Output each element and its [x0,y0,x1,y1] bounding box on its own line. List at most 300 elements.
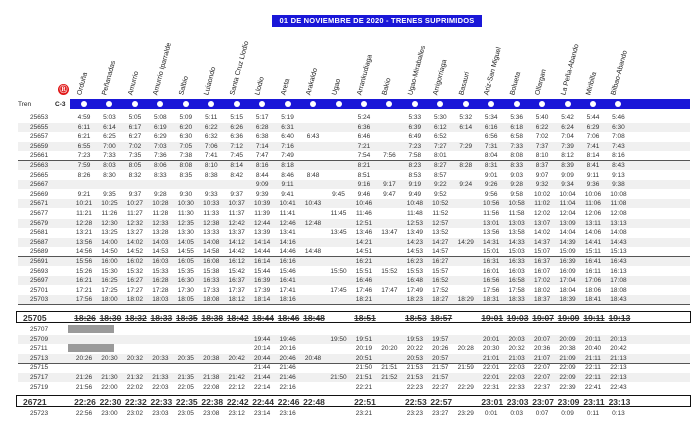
time-cell: 6:20 [179,123,193,131]
time-cell: 12:33 [152,219,169,227]
time-cell: 21:51 [355,374,373,381]
time-cell: 0:01 [484,410,498,417]
station-name: Amurrio [127,70,141,96]
time-cell: 15:03 [508,248,525,256]
time-cell: 10:43 [304,200,322,208]
train-number: 25707 [30,326,49,333]
time-cell: 11:39 [254,210,271,217]
time-cell: 9:28 [510,181,523,189]
time-cell: 16:08 [203,258,220,265]
time-cell: 14:04 [559,229,576,237]
time-cell: 6:36 [357,123,371,131]
time-cell: 6:22 [535,123,549,131]
time-cell: 18:29 [457,296,474,304]
time-cell: 21:50 [355,364,373,372]
time-cell: 14:46 [279,248,296,256]
time-cell: 21:52 [381,374,398,381]
time-cell: 11:48 [406,210,423,217]
time-cell: 13:49 [406,229,423,237]
time-cell: 6:56 [484,133,498,141]
time-cell: 7:47 [255,152,269,160]
time-cell: 18:53 [404,313,427,323]
time-cell: 14:02 [126,238,144,246]
time-cell: 22:09 [559,374,576,381]
time-cell: 16:21 [75,277,93,285]
time-cell: 13:28 [152,229,169,237]
time-cell: 13:56 [75,238,93,246]
time-cell: 11:27 [126,210,143,217]
time-cell: 22:41 [584,383,602,391]
time-cell: 19:03 [506,313,529,323]
time-cell: 11:45 [330,210,347,217]
time-cell: 12:57 [432,219,449,227]
time-cell: 18:14 [254,296,271,304]
table-row [18,295,690,304]
time-cell: 5:32 [459,114,473,121]
time-cell: 5:03 [103,114,116,121]
time-cell: 11:26 [101,210,118,217]
time-cell: 5:05 [128,114,142,121]
time-cell: 20:26 [432,345,449,353]
time-cell: 6:30 [179,133,193,141]
time-cell: 8:28 [459,162,473,169]
time-cell: 16:14 [254,258,271,265]
time-cell: 22:42 [226,397,249,407]
time-cell: 8:10 [535,152,549,160]
time-cell: 0:07 [535,410,549,417]
time-cell: 21:46 [279,364,296,372]
time-cell: 5:17 [255,114,269,121]
time-cell: 8:18 [281,162,294,169]
table-row [18,325,690,334]
time-cell: 22:00 [101,383,118,391]
time-cell: 22:01 [483,364,500,372]
time-cell: 11:41 [279,210,296,217]
train-number: 25715 [30,364,49,372]
time-cell: 21:13 [610,354,627,362]
time-cell: 7:43 [612,142,625,150]
station-name: Llodio [254,76,266,96]
stop-dot [590,101,596,107]
time-cell: 14:08 [610,229,627,237]
time-cell: 17:41 [279,286,296,294]
time-cell: 15:52 [381,267,398,275]
time-cell: 18:23 [406,296,423,304]
stop-dot [183,101,189,107]
time-cell: 23:14 [254,410,271,417]
time-cell: 6:27 [128,133,142,141]
time-cell: 12:30 [101,219,118,227]
time-cell: 21:07 [533,354,551,362]
time-cell: 19:07 [532,313,554,323]
time-cell: 18:42 [226,313,249,323]
time-cell: 22:07 [533,364,551,372]
time-cell: 14:03 [152,238,169,246]
time-cell: 13:03 [508,219,525,227]
time-cell: 6:31 [281,123,294,131]
time-cell: 18:02 [126,296,144,304]
train-number: 25667 [30,181,49,189]
time-cell: 20:01 [483,335,500,343]
time-cell: 16:13 [610,267,627,275]
page-title: 01 DE NOVIEMBRE DE 2020 - TRENES SUPRIMIDOS [272,15,482,27]
time-cell: 23:00 [101,410,118,417]
table-row [18,247,690,256]
time-cell: 21:38 [203,374,220,381]
time-cell: 18:30 [99,313,122,323]
time-cell: 6:49 [408,133,422,141]
time-cell: 9:58 [510,190,523,198]
time-cell: 7:04 [561,133,574,141]
time-cell: 7:39 [561,142,574,150]
shaded-block [68,325,114,333]
table-row [18,171,690,180]
table-row [18,257,690,266]
time-cell: 11:04 [559,200,576,208]
time-cell: 18:12 [228,296,245,304]
train-number: 25717 [30,374,49,381]
station-name: Ugao [330,78,342,96]
time-cell: 16:31 [483,258,500,265]
time-cell: 22:27 [432,383,449,391]
time-cell: 20:11 [585,335,601,343]
time-cell: 20:19 [355,345,373,353]
time-cell: 15:38 [203,267,220,275]
time-cell: 16:09 [559,267,576,275]
time-cell: 18:32 [125,313,147,323]
time-cell: 7:41 [586,142,600,150]
time-cell: 17:21 [75,286,93,294]
time-cell: 23:11 [583,397,605,407]
time-cell: 18:06 [584,286,602,294]
train-number: 25671 [30,200,49,208]
time-cell: 8:08 [179,162,193,169]
time-cell: 23:03 [152,410,169,417]
time-cell: 17:46 [355,286,373,294]
time-cell: 23:16 [279,410,296,417]
time-cell: 10:39 [254,200,271,208]
train-number: 25653 [30,114,49,121]
time-cell: 13:46 [355,229,373,237]
time-cell: 13:33 [203,229,220,237]
time-cell: 12:48 [304,219,322,227]
time-cell: 13:01 [483,219,500,227]
time-cell: 13:13 [610,219,627,227]
time-cell: 19:46 [279,335,296,343]
time-cell: 15:42 [228,267,245,275]
time-cell: 8:10 [204,162,218,169]
time-cell: 9:28 [154,190,167,198]
time-cell: 7:33 [103,152,116,160]
time-cell: 16:28 [152,277,169,285]
time-cell: 8:03 [103,162,116,169]
table-row [18,228,690,237]
time-cell: 9:19 [408,181,422,189]
time-cell: 17:39 [254,286,271,294]
time-cell: 22:09 [559,364,576,372]
time-cell: 9:22 [433,181,447,189]
time-cell: 21:30 [101,374,118,381]
time-cell: 16:33 [508,258,525,265]
time-cell: 15:53 [406,267,423,275]
time-cell: 22:33 [508,383,525,391]
time-cell: 10:48 [406,200,423,208]
time-cell: 6:58 [510,133,523,141]
time-cell: 8:57 [433,171,447,179]
time-cell: 16:03 [508,267,525,275]
train-number: 25693 [30,267,49,275]
time-cell: 5:42 [561,114,574,121]
time-cell: 8:30 [103,171,116,179]
time-cell: 22:03 [508,364,525,372]
time-cell: 5:40 [535,114,549,121]
time-cell: 10:56 [483,200,500,208]
time-cell: 8:27 [433,162,447,169]
time-cell: 17:06 [584,277,602,285]
time-cell: 13:07 [533,219,551,227]
time-cell: 18:26 [74,313,96,323]
time-cell: 22:38 [201,397,224,407]
table-row [18,142,690,151]
time-cell: 15:35 [177,267,194,275]
time-cell: 23:29 [457,410,474,417]
time-cell: 7:58 [408,152,422,160]
row-separator [18,304,690,305]
time-cell: 18:27 [432,296,449,304]
station-name: Amurrio Iparralde [152,41,174,96]
time-cell: 9:30 [179,190,193,198]
station-name: Luiaondo [203,66,218,96]
time-cell: 6:18 [510,123,523,131]
time-cell: 15:09 [559,248,576,256]
time-cell: 12:06 [584,210,602,217]
time-cell: 20:03 [508,335,525,343]
time-cell: 6:16 [484,123,498,131]
time-cell: 8:08 [510,152,523,160]
time-cell: 10:28 [152,200,169,208]
train-number: 25711 [30,345,48,353]
time-cell: 15:33 [152,267,169,275]
time-cell: 18:35 [175,313,198,323]
time-cell: 22:14 [254,383,271,391]
time-cell: 6:14 [103,123,116,131]
train-number: 25669 [30,190,49,198]
time-cell: 21:53 [406,374,423,381]
time-cell: 18:46 [277,313,300,323]
time-cell: 14:44 [254,248,271,256]
time-cell: 12:35 [177,219,194,227]
station-name: Arrankudiaga [356,53,374,96]
table-row [18,238,690,247]
time-cell: 15:44 [254,267,271,275]
time-cell: 21:44 [254,374,271,381]
time-cell: 5:34 [484,114,498,121]
time-cell: 15:13 [610,248,627,256]
time-cell: 12:02 [533,210,551,217]
time-cell: 23:23 [406,410,423,417]
train-number: 25661 [30,152,49,160]
time-cell: 14:37 [533,238,551,246]
time-cell: 22:13 [610,364,627,372]
time-cell: 6:17 [128,123,142,131]
time-cell: 7:59 [77,162,91,169]
table-row [18,151,690,160]
stop-dot [514,101,520,107]
table-row [18,409,690,418]
time-cell: 18:41 [584,296,602,304]
time-cell: 22:51 [354,397,376,407]
time-cell: 7:38 [179,152,193,160]
time-cell: 8:38 [204,171,218,179]
table-row [18,219,690,228]
train-number: 25665 [30,171,49,179]
time-cell: 8:31 [484,162,498,169]
time-cell: 15:11 [585,248,601,256]
time-cell: 9:37 [128,190,142,198]
time-cell: 20:22 [406,345,423,353]
train-number: 25677 [30,210,49,217]
time-cell: 12:51 [355,219,373,227]
time-cell: 9:33 [204,190,218,198]
time-cell: 20:32 [126,354,144,362]
time-cell: 12:28 [75,219,93,227]
time-cell: 0:03 [510,410,523,417]
time-cell: 21:09 [559,354,576,362]
time-cell: 20:14 [254,345,271,353]
time-cell: 15:30 [101,267,118,275]
stop-dot [81,101,87,107]
time-cell: 20:44 [254,354,271,362]
time-cell: 16:27 [432,258,449,265]
time-cell: 22:53 [404,397,427,407]
time-cell: 17:56 [75,296,93,304]
time-cell: 6:12 [433,123,447,131]
time-cell: 8:05 [128,162,142,169]
time-cell: 7:21 [357,142,371,150]
time-cell: 21:46 [279,374,296,381]
time-cell: 17:58 [508,286,525,294]
time-cell: 0:13 [612,410,625,417]
train-number: 25713 [30,354,49,362]
station-name: Bakio [381,77,393,96]
time-cell: 18:05 [177,296,194,304]
time-cell: 21:50 [330,374,347,381]
train-number: 26721 [23,397,47,407]
time-cell: 12:46 [279,219,296,227]
cancelled-train-row [16,311,691,323]
time-cell: 9:09 [255,181,269,189]
time-cell: 14:42 [228,248,245,256]
time-cell: 10:27 [126,200,144,208]
time-cell: 18:44 [252,313,275,323]
time-cell: 18:37 [533,296,551,304]
time-cell: 21:26 [75,374,93,381]
table-row [18,199,690,208]
time-cell: 9:21 [77,190,91,198]
time-cell: 18:31 [483,296,500,304]
time-cell: 13:41 [279,229,296,237]
time-cell: 13:56 [483,229,500,237]
time-cell: 22:31 [483,383,500,391]
time-cell: 10:25 [101,200,118,208]
stop-dot [412,101,418,107]
time-cell: 16:41 [584,258,602,265]
table-row [18,180,690,189]
time-cell: 10:21 [75,200,93,208]
stop-dot [565,101,571,107]
time-cell: 6:19 [154,123,167,131]
time-cell: 7:06 [204,142,218,150]
time-cell: 12:38 [203,219,220,227]
time-cell: 6:24 [561,123,574,131]
time-cell: 5:24 [357,114,371,121]
time-cell: 5:44 [586,114,600,121]
time-cell: 0:11 [586,410,600,417]
time-cell: 8:01 [433,152,447,160]
time-cell: 6:29 [154,133,167,141]
time-cell: 8:32 [128,171,142,179]
time-cell: 7:56 [383,152,396,160]
time-cell: 18:51 [354,313,376,323]
time-cell: 6:26 [230,123,244,131]
time-cell: 14:39 [559,238,576,246]
time-cell: 8:16 [612,152,625,160]
time-cell: 14:31 [483,238,500,246]
time-cell: 13:09 [559,219,576,227]
time-cell: 8:51 [357,171,371,179]
time-cell: 8:41 [586,162,600,169]
time-cell: 11:21 [76,210,92,217]
time-cell: 17:52 [432,286,449,294]
table-row [18,190,690,199]
stop-dot [132,101,138,107]
time-cell: 16:16 [279,258,296,265]
time-cell: 4:59 [77,114,91,121]
time-cell: 23:01 [481,397,504,407]
time-cell: 9:13 [612,171,625,179]
station-name: Bilbao-Abando [610,49,630,96]
time-cell: 9:03 [510,171,523,179]
table-row [18,354,690,363]
time-cell: 18:02 [533,286,551,294]
station-name: Arakaldo [305,67,320,96]
time-cell: 7:49 [281,152,294,160]
time-cell: 6:43 [306,133,320,141]
time-cell: 22:21 [355,383,373,391]
time-cell: 17:27 [126,286,144,294]
time-cell: 23:21 [355,410,373,417]
time-cell: 12:32 [126,219,144,227]
time-cell: 6:21 [77,133,91,141]
time-cell: 18:38 [201,313,224,323]
time-cell: 22:03 [152,383,169,391]
time-cell: 14:53 [152,248,169,256]
time-cell: 18:33 [150,313,173,323]
time-cell: 7:12 [230,142,244,150]
train-number: 25723 [30,410,49,417]
time-cell: 6:30 [612,123,625,131]
time-cell: 20:16 [279,345,296,353]
time-cell: 22:23 [406,383,423,391]
train-number: 25689 [30,248,49,256]
table-row [18,344,690,353]
time-cell: 22:44 [252,397,275,407]
time-cell: 19:51 [355,335,373,343]
time-cell: 16:33 [203,277,220,285]
time-cell: 6:25 [103,133,116,141]
time-cell: 8:12 [561,152,574,160]
time-cell: 10:30 [177,200,194,208]
